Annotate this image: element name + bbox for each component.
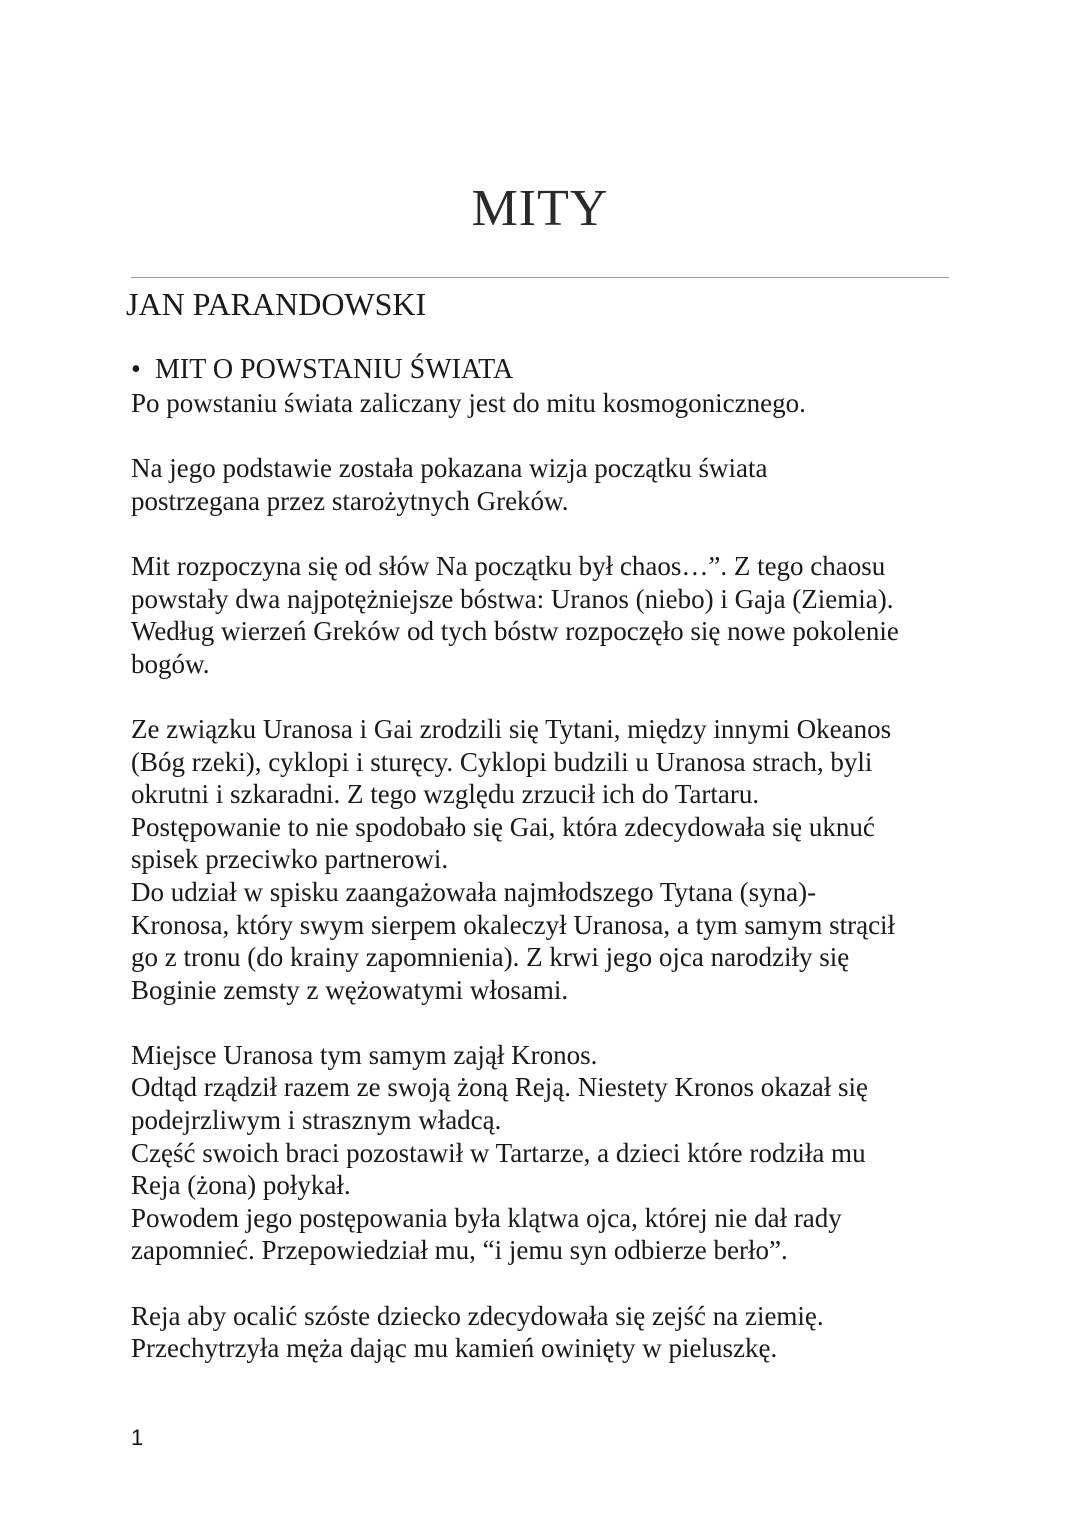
section-heading-text: MIT O POWSTANIU ŚWIATA: [155, 354, 514, 385]
text-line: Po powstaniu świata zaliczany jest do mitu kosmogonicznego.: [131, 388, 806, 418]
text-line: podejrzliwym i strasznym władcą.: [131, 1105, 502, 1136]
text-line: Reja aby ocalić szóste dziecko zdecydowała się zejść na ziemię.: [131, 1300, 824, 1331]
body-text: [131, 387, 961, 1397]
text-line: Według wierzeń Greków od tych bóstw rozpoczęło się nowe pokolenie: [131, 616, 899, 647]
paragraph: [131, 387, 961, 420]
text-line: Postępowanie to nie spodobało się Gai, która zdecydowała się uknuć: [131, 811, 875, 842]
paragraph: [131, 713, 961, 1006]
text-line: Przechytrzyła męża dając mu kamień owinięty w pieluszkę.: [131, 1333, 778, 1364]
text-line: Ze związku Uranosa i Gai zrodzili się Tytani, między innymi Okeanos: [131, 713, 892, 744]
text-line: Mit rozpoczyna się od słów Na początku był chaos…”. Z tego chaosu: [131, 550, 886, 581]
paragraph: [131, 452, 961, 517]
text-line: Na jego podstawie została pokazana wizja początku świata: [131, 453, 768, 484]
section-heading: [131, 352, 513, 388]
paragraph: [131, 550, 961, 680]
text-line: (Bóg rzeki), cyklopi i sturęcy. Cyklopi budzili u Uranosa strach, byli: [131, 746, 873, 777]
title-divider: [131, 277, 949, 278]
text-line: Boginie zemsty z wężowatymi włosami.: [131, 974, 569, 1005]
text-line: okrutni i szkaradni. Z tego względu zrzucił ich do Tartaru.: [131, 779, 760, 810]
bullet-icon: •: [131, 354, 141, 385]
text-line: Powodem jego postępowania była klątwa ojca, której nie dał rady: [131, 1202, 842, 1233]
text-line: spisek przeciwko partnerowi.: [131, 844, 449, 875]
document-title: MITY: [471, 180, 609, 237]
page-number: 1: [131, 1425, 144, 1450]
paragraph: [131, 1300, 961, 1365]
text-line: Część swoich braci pozostawił w Tartarze, a dzieci które rodziła mu: [131, 1137, 866, 1168]
text-line: zapomnieć. Przepowiedział mu, “i jemu syn odbierze berło”.: [131, 1235, 788, 1266]
text-line: powstały dwa najpotężniejsze bóstwa: Uranos (niebo) i Gaja (Ziemia).: [131, 583, 894, 614]
paragraph: [131, 1039, 961, 1267]
text-line: postrzegana przez starożytnych Greków.: [131, 485, 569, 516]
text-line: Miejsce Uranosa tym samym zajął Kronos.: [131, 1039, 598, 1070]
author-name: JAN PARANDOWSKI: [126, 286, 427, 322]
text-line: go z tronu (do krainy zapomnienia). Z krwi jego ojca narodziły się: [131, 942, 850, 973]
text-line: Do udział w spisku zaangażowała najmłodszego Tytana (syna)-: [131, 876, 817, 907]
text-line: Odtąd rządził razem ze swoją żoną Reją. Niestety Kronos okazał się: [131, 1072, 868, 1103]
text-line: Reja (żona) połykał.: [131, 1170, 351, 1201]
text-line: bogów.: [131, 648, 210, 679]
text-line: Kronosa, który swym sierpem okaleczył Uranosa, a tym samym strącił: [131, 909, 896, 940]
